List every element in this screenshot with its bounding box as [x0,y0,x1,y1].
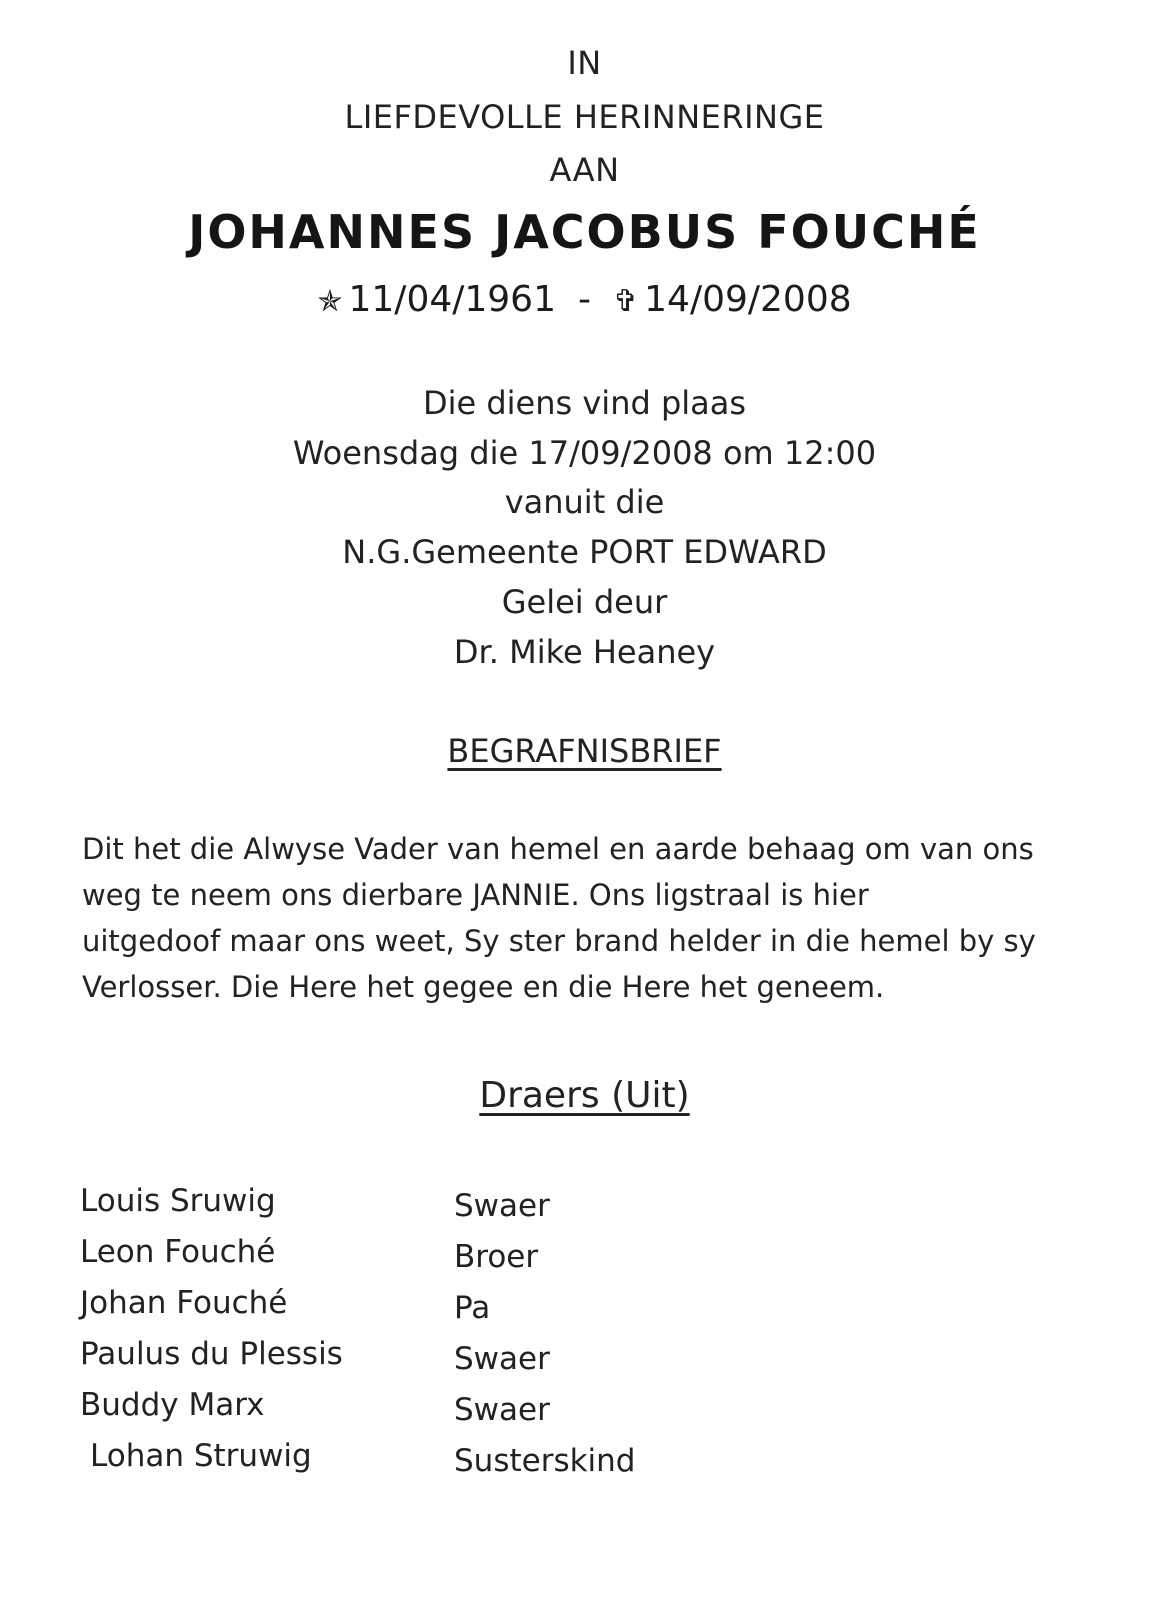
bearers-list [80,1183,780,1489]
star-icon: ✯ [317,284,343,319]
bearers-title: Draers (Uit) [479,1075,690,1116]
bearer-relation: Swaer [454,1392,550,1428]
life-dates [0,279,1169,320]
deceased-name: JOHANNES JACOBUS FOUCHÉ [188,205,981,259]
service-officiant: Dr. Mike Heaney [453,633,716,671]
service-line-3: vanuit die [504,483,665,521]
bearer-name: Buddy Marx [80,1387,265,1423]
service-date-time: Woensdag die 17/09/2008 om 12:00 [292,434,877,472]
bearer-relation: Susterskind [454,1443,636,1479]
bearer-name: Leon Fouché [80,1234,276,1270]
bearer-name: Johan Fouché [80,1285,288,1321]
bearer-name: Louis Sruwig [80,1183,276,1219]
death-date: 14/09/2008 [644,279,852,320]
bearer-relation: Swaer [454,1188,550,1224]
bearer-row [80,1438,780,1489]
cross-icon: ✞ [613,284,639,319]
bearer-row [80,1336,780,1387]
bearers-title-wrap [0,1075,1169,1116]
bearer-row [80,1234,780,1285]
letter-title: BEGRAFNISBRIEF [447,732,722,770]
letter-line-2: weg te neem ons dierbare JANNIE. Ons ligstraal is hier [82,878,869,912]
bearer-relation: Broer [454,1239,539,1275]
service-line-1: Die diens vind plaas [422,384,747,422]
date-separator: - [578,279,591,320]
bearer-relation: Swaer [454,1341,550,1377]
bearer-row [80,1285,780,1336]
birth-date: 11/04/1961 [348,279,556,320]
header-in: IN [567,44,602,82]
header-to: AAN [549,151,620,189]
bearer-name: Lohan Struwig [90,1438,312,1474]
letter-line-1: Dit het die Alwyse Vader van hemel en aarde behaag om van ons [82,832,1034,866]
letter-line-3: uitgedoof maar ons weet, Sy ster brand helder in die hemel by sy [82,924,1036,958]
bearer-row [80,1183,780,1234]
service-venue: N.G.Gemeente PORT EDWARD [342,533,827,571]
bearer-row [80,1387,780,1438]
bearer-relation: Pa [454,1290,491,1326]
bearer-name: Paulus du Plessis [80,1336,343,1372]
letter-line-4: Verlosser. Die Here het gegee en die Here het geneem. [82,970,885,1004]
letter-title-wrap [0,732,1169,770]
service-line-5: Gelei deur [501,583,668,621]
header-loving-memory: LIEFDEVOLLE HERINNERINGE [344,98,825,136]
